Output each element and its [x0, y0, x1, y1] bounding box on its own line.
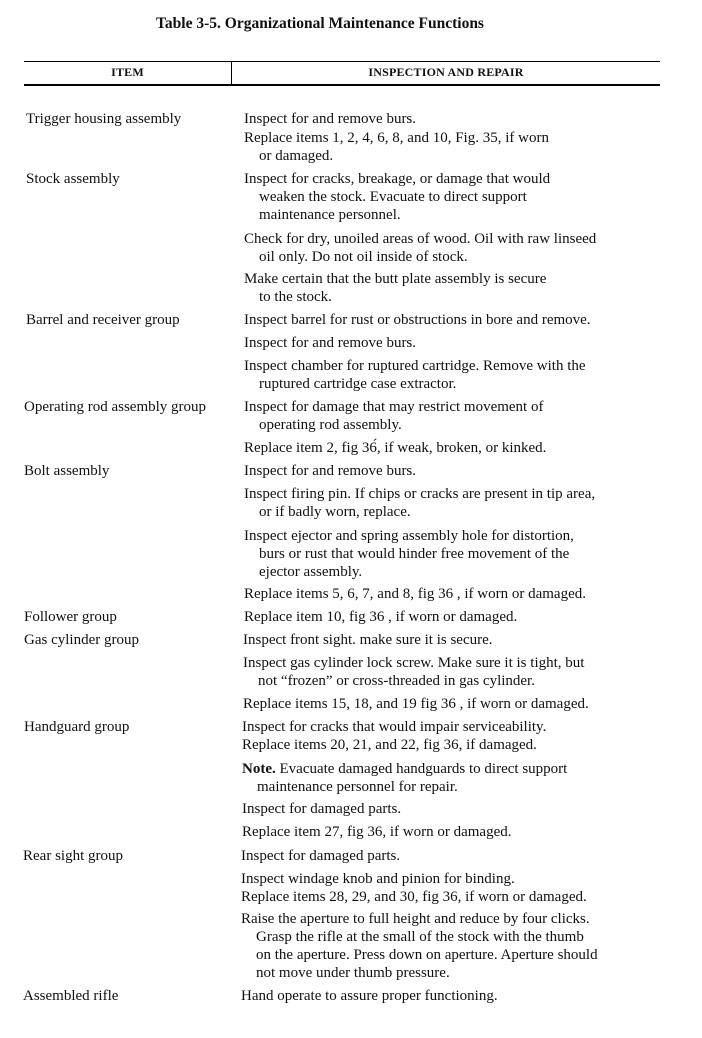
inspection-paragraph — [241, 847, 400, 865]
inspection-line: Inspect windage knob and pinion for binding. — [241, 871, 515, 887]
item-label: Barrel and receiver group — [26, 312, 180, 328]
inspection-line: Replace item 2, fig 36́, if weak, broken, or kinked. — [244, 440, 547, 456]
inspection-paragraph — [244, 357, 586, 393]
inspection-paragraph — [244, 170, 550, 224]
inspection-line: Raise the aperture to full height and reduce by four clicks. — [241, 911, 590, 927]
table-header — [24, 61, 660, 86]
inspection-paragraph — [244, 439, 546, 457]
inspection-line: Inspect ejector and spring assembly hole for distortion, — [244, 528, 574, 544]
inspection-line: burs or rust that would hinder free movement of the — [259, 546, 570, 562]
inspection-line: Inspect firing pin. If chips or cracks are present in tip area, — [244, 486, 596, 502]
inspection-paragraph — [244, 585, 586, 603]
inspection-line: not move under thumb pressure. — [256, 965, 450, 981]
inspection-line: Replace items 5, 6, 7, and 8, fig 36 , if worn or damaged. — [244, 586, 586, 602]
inspection-line: not “frozen” or cross-threaded in gas cylinder. — [258, 673, 535, 689]
inspection-paragraph — [244, 462, 416, 480]
inspection-line: Replace items 28, 29, and 30, fig 36, if worn or damaged. — [241, 889, 587, 905]
inspection-line: Inspect for cracks, breakage, or damage that would — [244, 171, 551, 187]
inspection-paragraph — [243, 654, 584, 690]
inspection-paragraph — [244, 398, 543, 434]
inspection-line: Inspect for damaged parts. — [241, 848, 401, 864]
inspection-line: ruptured cartridge case extractor. — [259, 376, 457, 392]
note-label: Note. — [242, 761, 276, 777]
inspection-line: Hand operate to assure proper functioning. — [241, 988, 498, 1004]
inspection-paragraph — [244, 129, 549, 165]
inspection-line: Inspect for damage that may restrict movement of — [244, 399, 544, 415]
inspection-line: weaken the stock. Evacuate to direct support — [259, 189, 527, 205]
inspection-paragraph — [244, 270, 546, 306]
inspection-paragraph — [241, 910, 598, 982]
inspection-paragraph — [243, 695, 589, 713]
inspection-line: Make certain that the butt plate assembly is secure — [244, 271, 547, 287]
table-title: Table 3-5. Organizational Maintenance Functions — [156, 15, 484, 32]
header-inspection: INSPECTION AND REPAIR — [368, 65, 524, 79]
inspection-paragraph — [242, 800, 401, 818]
inspection-line: Inspect for and remove burs. — [244, 111, 417, 127]
inspection-line: Replace items 1, 2, 4, 6, 8, and 10, Fig. 35, if worn — [244, 130, 549, 146]
inspection-paragraph — [242, 760, 567, 796]
inspection-line: Inspect for damaged parts. — [242, 801, 402, 817]
inspection-line: Inspect barrel for rust or obstructions in bore and remove. — [244, 312, 591, 328]
inspection-line: or damaged. — [259, 148, 334, 164]
header-item: ITEM — [111, 65, 144, 79]
inspection-line: to the stock. — [259, 289, 332, 305]
inspection-line: Inspect for cracks that would impair serviceability. — [242, 719, 547, 735]
inspection-line: ejector assembly. — [259, 564, 363, 580]
inspection-line: Inspect for and remove burs. — [244, 335, 417, 351]
item-label: Handguard group — [24, 719, 130, 735]
inspection-line: Grasp the rifle at the small of the stock with the thumb — [256, 929, 584, 945]
inspection-paragraph — [244, 527, 574, 581]
inspection-paragraph — [244, 334, 416, 352]
inspection-line: Replace items 20, 21, and 22, fig 36, if damaged. — [242, 737, 537, 753]
inspection-line: maintenance personnel. — [259, 207, 401, 223]
inspection-line: Replace item 10, fig 36 , if worn or damaged. — [244, 609, 518, 625]
inspection-paragraph — [244, 485, 595, 521]
inspection-paragraph — [244, 230, 596, 266]
inspection-line: or if badly worn, replace. — [259, 504, 411, 520]
inspection-paragraph — [244, 311, 591, 329]
inspection-paragraph — [241, 870, 587, 906]
inspection-line: maintenance personnel for repair. — [257, 779, 458, 795]
inspection-line: Replace items 15, 18, and 19 fig 36 , if worn or damaged. — [243, 696, 589, 712]
inspection-paragraph — [242, 823, 512, 841]
inspection-line: Check for dry, unoiled areas of wood. Oil with raw linseed — [244, 231, 597, 247]
inspection-line: Inspect front sight. make sure it is secure. — [243, 632, 493, 648]
inspection-line: Replace item 27, fig 36, if worn or damaged. — [242, 824, 512, 840]
inspection-line: on the aperture. Press down on aperture. Aperture should — [256, 947, 598, 963]
inspection-paragraph — [243, 631, 493, 649]
item-label: Bolt assembly — [24, 463, 110, 479]
item-label: Rear sight group — [23, 848, 123, 864]
inspection-line: oil only. Do not oil inside of stock. — [259, 249, 468, 265]
inspection-line: operating rod assembly. — [259, 417, 402, 433]
item-label: Follower group — [24, 609, 117, 625]
inspection-paragraph — [242, 718, 546, 754]
inspection-line — [242, 760, 567, 778]
inspection-paragraph — [244, 608, 517, 626]
inspection-paragraph — [244, 110, 416, 128]
item-label: Trigger housing assembly — [26, 111, 182, 127]
item-label: Gas cylinder group — [24, 632, 139, 648]
note-text: Evacuate damaged handguards to direct support — [279, 761, 568, 777]
item-label: Operating rod assembly group — [24, 399, 207, 415]
inspection-line: Inspect for and remove burs. — [244, 463, 417, 479]
inspection-line: Inspect gas cylinder lock screw. Make sure it is tight, but — [243, 655, 585, 671]
inspection-line: Inspect chamber for ruptured cartridge. Remove with the — [244, 358, 586, 374]
item-label: Assembled rifle — [23, 988, 119, 1004]
item-label: Stock assembly — [26, 171, 120, 187]
inspection-paragraph — [241, 987, 498, 1005]
